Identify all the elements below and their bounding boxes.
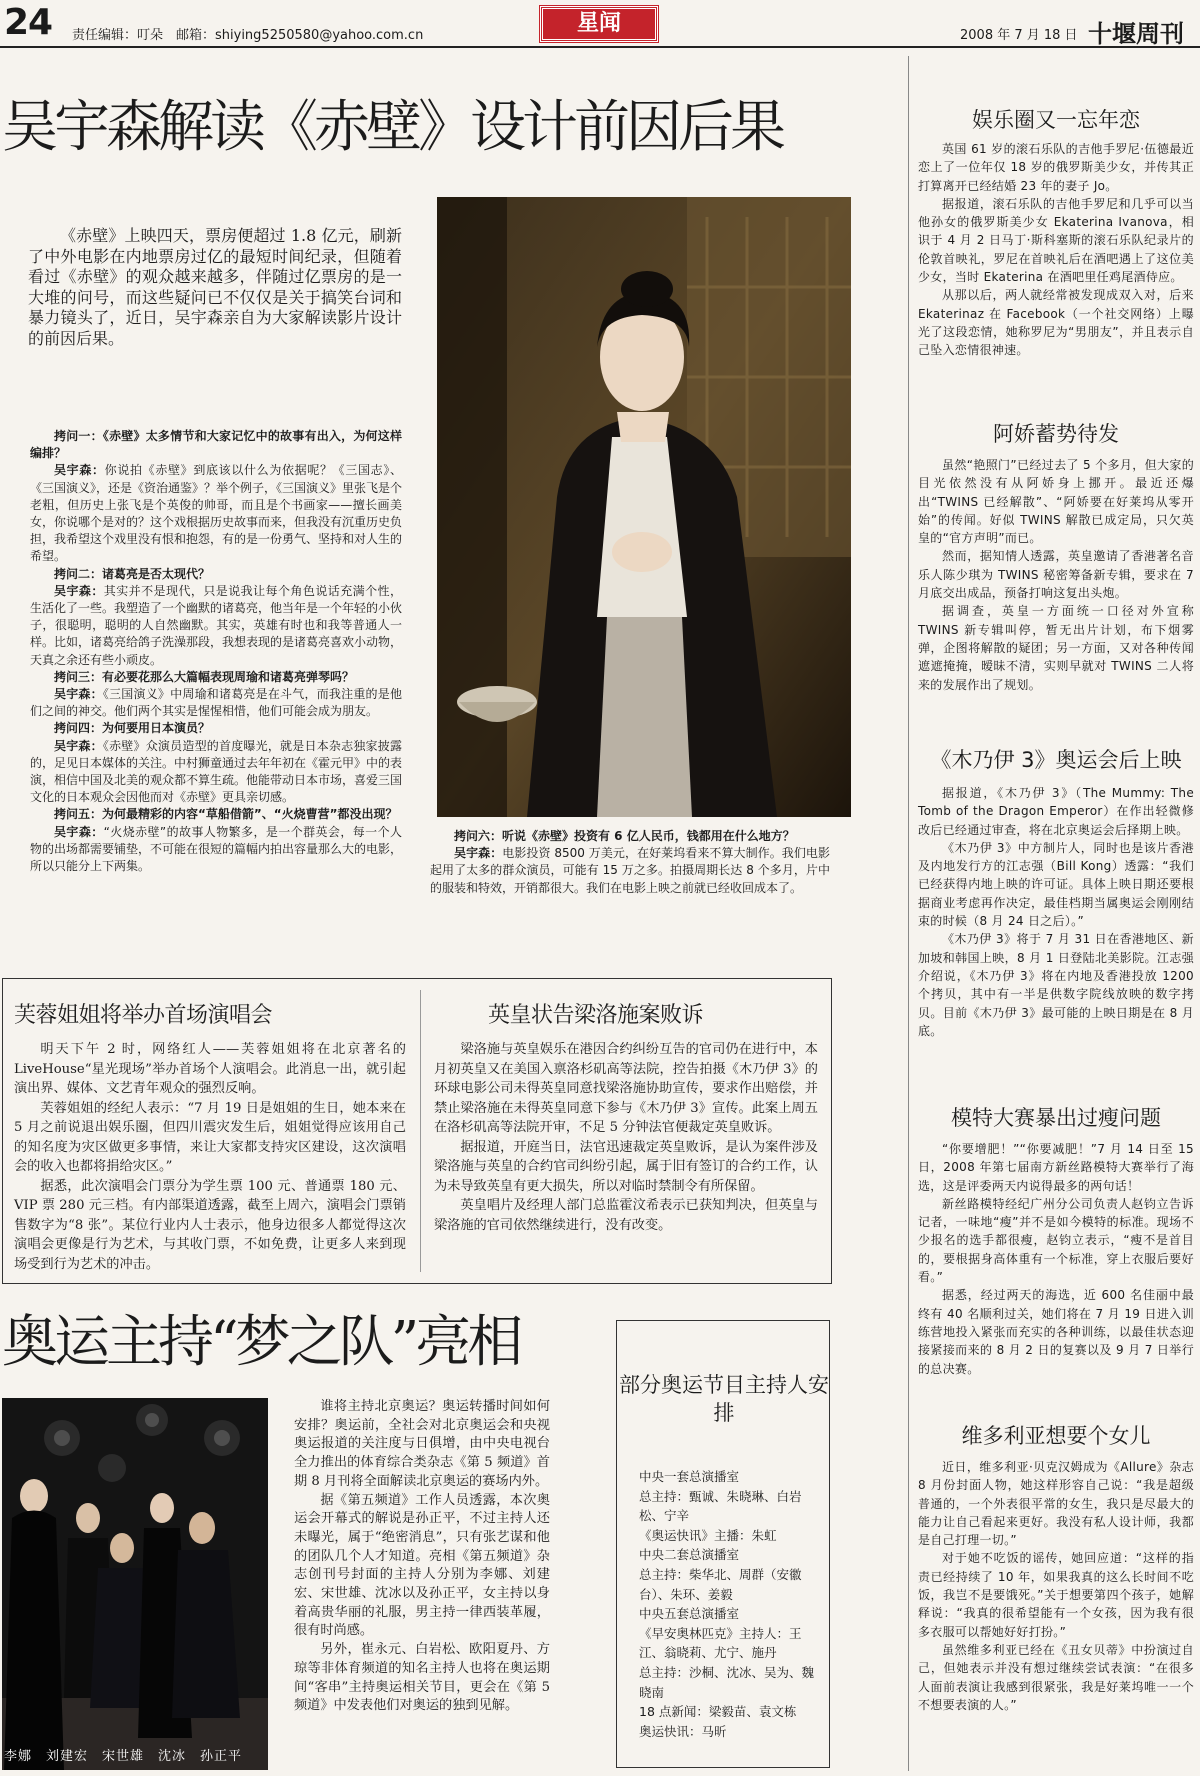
page-number: 24 [4, 2, 53, 43]
sidebar-story-5: 近日，维多利亚·贝克汉姆成为《Allure》杂志 8 月份封面人物，她这样形容自己说：“我是超级普通的，一个外表很平常的女生，我只是尽最大的能力让自己看起来更好。我没有私人设计师，我都是自己打理一切。” 对于她不吃饭的谣传，她回应道：“这样的指责已经持续了 10 年，如果我真的这么长时间不吃饭，我岂不是要饿死。”关于想要第四个孩子，她解释说：“我真的很希望能有一个女孩，因为我有很多衣服可以帮她好好打扮。” 虽然维多利亚已经在《丑女贝蒂》中扮演过自己，但她表示并没有想过继续尝试表演：“在很多人面前表演让我感到很紧张，我是好莱坞唯一一个不想要表演的人。” [918, 1460, 1194, 1712]
sidebar-headline-2: 阿娇蓄势待发 [993, 422, 1119, 446]
article-lead [28, 226, 402, 349]
question-2: 拷问二：诸葛亮是否太现代？ [54, 566, 211, 581]
schedule-line: 总主持：柴华北、周群（安徽台）、朱环、姜毅 [639, 1566, 802, 1602]
story-headline-furong: 芙蓉姐姐将举办首场演唱会 [14, 1003, 273, 1028]
answer-1: 吴宇森：你说拍《赤壁》到底该以什么为依据呢？《三国志》、《三国演义》，还是《资治通鉴》？举个例子，《三国演义》里张飞是个老粗，但历史上张飞是个英俊的帅哥，而且是个书画家——擅长画美女，你说哪个是对的？这个戏根据历史故事而来，但我没有沉重历史负担，我希望这个戏里没有恨和抱怨，有的是一份勇气、坚持和对人生的希望。 [30, 463, 403, 564]
lead-paragraph: 《赤壁》上映四天，票房便超过 1.8 亿元，刷新了中外电影在内地票房过亿的最短时间纪录，但随着看过《赤壁》的观众越来越多，伴随过亿票房的是一大堆的问号，而这些疑问已不仅仅是关于搞笑台词和暴力镜头了，近日，吴宇森亲自为大家解读影片设计的前因后果。 [28, 226, 402, 348]
answer-5: 吴宇森：“火烧赤壁”的故事人物繁多，是一个群英会，每一个人物的出场都需要铺垫，不可能在很短的篇幅内拍出容量那么大的电影，所以只能分上下两集。 [30, 824, 403, 874]
sidebar-story-1: 英国 61 岁的滚石乐队的吉他手罗尼·伍德最近恋上了一位年仅 18 岁的俄罗斯美少女，并传其正打算离开已经结婚 23 年的妻子 Jo。 据报道，滚石乐队的吉他手罗尼和几乎可以当他孙女的俄罗斯美少女 Ekaterina Ivanova，相识于 4 月 2 日马丁·斯科塞斯的滚石乐队纪录片的伦敦首映礼，罗尼在首映礼后在酒吧遇上了这位美少女，当时 Ekaterina 在酒吧里任鸡尾酒侍应。 从那以后，两人就经常被发现成双入对，后来 Ekaterinaz 在 Facebook（一个社交网络）上曝光了这段恋情，她称罗尼为“男朋友”，并且表示自己坠入恋情很神速。 [918, 142, 1194, 358]
photo-caption: 李娜 刘建宏 宋世雄 沈冰 孙正平 [4, 1749, 243, 1764]
answer-3: 吴宇森：《三国演义》中周瑜和诸葛亮是在斗气，而我注重的是他们之间的神交。他们两个其实是惺惺相惜，他们可能会成为朋友。 [30, 687, 402, 719]
question-1: 拷问一：《赤壁》太多情节和大家记忆中的故事有出入，为何这样编排？ [30, 429, 402, 461]
sidebar-headline-3: 《木乃伊 3》奥运会后上映 [930, 748, 1182, 772]
schedule-line: 奥运快讯：马昕 [639, 1723, 727, 1739]
schedule-line: 中央五套总演播室 [639, 1606, 740, 1622]
issue-date: 2008 年 7 月 18 日 [960, 28, 1078, 43]
question-6: 拷问六：听说《赤壁》投资有 6 亿人民币，钱都用在什么地方？ [454, 829, 795, 843]
schedule-line: 总主持：沙桐、沈冰、吴为、魏晓南 [639, 1664, 815, 1700]
question-5: 拷问五：为何最精彩的内容“草船借箭”、“火烧曹营”都没出现？ [54, 807, 398, 822]
answer-4: 吴宇森：《赤壁》众演员造型的首度曝光，就是日本杂志独家披露的，足见日本媒体的关注。中村狮童通过去年年初在《霍元甲》中的表演，相信中国及北美的观众都不算生疏。他能带动日本市场，喜爱三国文化的日本观众会因他而对《赤壁》更具亲切感。 [30, 738, 403, 805]
schedule-line: 中央二套总演播室 [639, 1547, 740, 1563]
masthead: 十堰周刊 [1088, 19, 1184, 48]
schedule-list [639, 1467, 819, 1741]
schedule-line: 《早安奥林匹克》主持人：王江、翁晓莉、尤宁、施丹 [639, 1625, 802, 1661]
schedule-line: 18 点新闻：梁毅苗、袁文栋 [639, 1704, 797, 1720]
sidebar-story-4: “你要增肥！”“你要减肥！”7 月 14 日至 15 日，2008 年第七届南方新丝路模特大赛举行了海选，这是评委两天内说得最多的两句话！ 新丝路模特经纪广州分公司负责人赵钧立告诉记者，一味地“瘦”并不是如今模特的标准。现场不少报名的选手都很瘦，赵钧立表示，“瘦不是首目的，要根据身高体重有一个标准，穿上衣服后要好看。” 据悉，经过两天的海选，近 600 名佳丽中最终有 40 名顺利过关，她们将在 7 月 19 日进入训练营地投入紧张而充实的各种训练，以最佳状态迎接紧接而来的 8 月 2 日的复赛以及 9 月 7 日举行的总决赛。 [918, 1142, 1194, 1376]
editor-line: 责任编辑：叮朵 邮箱：shiying5250580@yahoo.com.cn [72, 28, 424, 43]
sidebar-story-2: 虽然“艳照门”已经过去了 5 个多月，但大家的目光依然没有从阿娇身上挪开。最近还爆出“TWINS 已经解散”、“阿娇要在好莱坞从零开始”的传闻。好似 TWINS 解散已成定局，只欠英皇的“官方声明”而已。 然而，据知情人透露，英皇邀请了香港著名音乐人陈少琪为 TWINS 秘密筹备新专辑，要求在 7 月底交出成品，预备打响这复出头炮。 据调查，英皇一方面统一口径对外宣称 TWINS 新专辑叫停，暂无出片计划，布下烟雾弹，企图将解散的疑团；另一方面，又对各种传闻遮遮掩掩，暧昧不清，实则早就对 TWINS 二人将来的发展作出了规划。 [918, 458, 1194, 692]
schedule-title: 部分奥运节目主持人安排 [619, 1373, 829, 1425]
schedule-box [616, 1320, 830, 1768]
sidebar-story-3: 据报道，《木乃伊 3》（The Mummy: The Tomb of the Dragon Emperor）在作出轻微修改后已经通过审查，将在北京奥运会后择期上映。 《木乃伊 3》中方制片人，同时也是该片香港及内地发行方的江志强（Bill Kong）透露：“我们已经获得内地上映的许可证。具体上映日期还要根据商业考虑再作决定，最佳档期当属奥运会刚刚结束的时候（8 月 24 日之后）。” 《木乃伊 3》将于 7 月 31 日在香港地区、新加坡和韩国上映，8 月 1 日登陆北美影院。江志强介绍说，《木乃伊 3》将在内地及香港投放 1200 个拷贝，其中有一半是供数字院线放映的数字拷贝。目前《木乃伊 3》最可能的上映日期是在 8 月底。 [918, 786, 1194, 1038]
hosts-photo [2, 1398, 268, 1770]
sidebar-headline-5: 维多利亚想要个女儿 [961, 1424, 1151, 1448]
olympic-headline: 奥运主持“梦之队”亮相 [2, 1310, 520, 1375]
schedule-line: 《奥运快讯》主播：朱虹 [639, 1527, 777, 1543]
schedule-line: 总主持：甄诚、朱晓琳、白岩松、宁辛 [639, 1488, 802, 1524]
question-3: 拷问三：有必要花那么大篇幅表现周瑜和诸葛亮弹琴吗？ [54, 669, 355, 684]
column-divider [908, 56, 909, 1771]
main-headline: 吴宇森解读《赤壁》设计前因后果 [2, 95, 782, 160]
olympic-body: 谁将主持北京奥运？奥运转播时间如何安排？奥运前，全社会对北京奥运会和央视奥运报道的关注度与日俱增，由中央电视台全力推出的体育综合类杂志《第 5 频道》首期 8 月刊将全面解读北京奥运的赛场内外。 据《第五频道》工作人员透露，本次奥运会开幕式的解说是孙正平，不过主持人还未曝光，属于“绝密消息”，只有张艺谋和他的团队几个人才知道。亮相《第五频道》杂志创刊号封面的主持人分别为李娜、刘建宏、宋世雄、沈冰以及孙正平，女主持以身着高贵华丽的礼服，男主持一律西装革履，很有时尚感。 另外，崔永元、白岩松、欧阳夏丹、方琼等非体育频道的知名主持人也将在奥运期间“客串”主持奥运相关节目，更会在《第 5 频道》中发表他们对奥运的独到见解。 [294, 1399, 550, 1714]
answer-6: 吴宇森：电影投资 8500 万美元，在好莱坞看来不算大制作。我们电影起用了太多的群众演员，可能有 15 万之多。拍摄周期长达 8 个多月，片中的服装和特效，开销都很大。我们在电影上映之前就已经收回成本了。 [430, 846, 830, 895]
sidebar-headline-1: 娱乐圈又一忘年恋 [972, 108, 1140, 132]
actress-photo [437, 197, 851, 817]
story-headline-emperor: 英皇状告梁洛施案败诉 [488, 1003, 704, 1028]
schedule-line: 中央一套总演播室 [639, 1469, 740, 1484]
section-badge: 星闻 [540, 6, 658, 42]
answer-2: 吴宇森：其实并不是现代，只是说我让每个角色说话充满个性，生活化了一些。我塑造了一个幽默的诸葛亮，他当年是一个年轻的小伙子，很聪明，聪明的人自然幽默。其实，英雄有时也和我等普通人一样。比如，诸葛亮给鸽子洗澡那段，我想表现的是诸葛亮喜欢小动物，天真之余还有些小顽皮。 [30, 583, 403, 667]
question-4: 拷问四：为何要用日本演员？ [54, 721, 211, 736]
qa-column-2 [430, 828, 830, 897]
qa-column-1 [30, 428, 402, 875]
story-body-furong: 明天下午 2 时，网络红人——芙蓉姐姐将在北京著名的 LiveHouse“星光现场”举办首场个人演唱会。此消息一出，就引起演出界、媒体、文艺青年观众的强烈反响。 芙蓉姐姐的经纪人表示：“7 月 19 日是姐姐的生日，她本来在 5 月之前说退出娱乐圈，但四川震灾发生后，姐姐觉得应该用自己的知名度为灾区做更多事情，来让大家都支持灾区建设，这次演唱会的收入也都将捐给灾区。” 据悉，此次演唱会门票分为学生票 100 元、普通票 180 元、VIP 票 280 元三档。有内部渠道透露，截至上周六，演唱会门票销售数字为“8 张”。某位行业内人士表示，他身边很多人都觉得这次演唱会更像是行为艺术，与其收门票，不如免费，让更多人来到现场受到行为艺术的冲击。 [14, 1042, 406, 1272]
box-divider [420, 990, 421, 1272]
sidebar-headline-4: 模特大赛暴出过瘦问题 [951, 1106, 1161, 1130]
story-body-emperor: 梁洛施与英皇娱乐在港因合约纠纷互告的官司仍在进行中，本月初英皇又在美国入禀洛杉矶高等法院，控告拍摄《木乃伊 3》的环球电影公司未得英皇同意找梁洛施协助宣传，要求作出赔偿，并禁止梁洛施在未得英皇同意下参与《木乃伊 3》宣传。此案上周五在洛杉矶高等法院开审，不足 5 分钟法官便裁定英皇败诉。 据报道，开庭当日，法官迅速裁定英皇败诉，是认为案件涉及梁洛施与英皇的合约官司纠纷引起，属于旧有签订的合约工作，认为未导致英皇有更大损失，所以对临时禁制令有所保留。 英皇唱片及经理人部门总监霍汶希表示已获知判决，但英皇与梁洛施的官司依然继续进行，没有改变。 [434, 1042, 818, 1233]
